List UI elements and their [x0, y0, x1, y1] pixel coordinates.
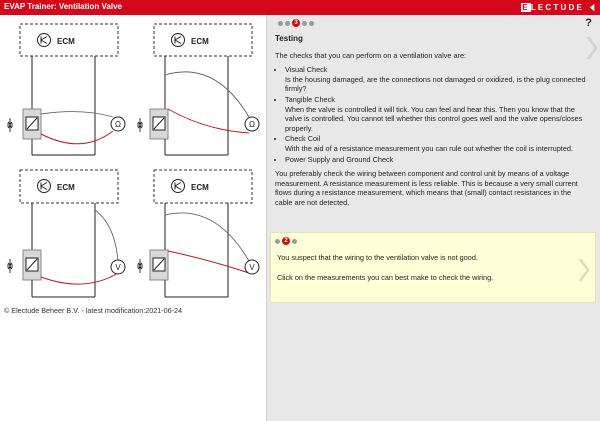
task-dot-current: 2 — [282, 237, 290, 245]
page-dot[interactable] — [309, 21, 314, 26]
checks-list — [285, 65, 587, 164]
section-title: Testing — [275, 34, 303, 43]
brand-logo: ELECTUDE — [522, 3, 584, 12]
list-item — [285, 134, 587, 153]
task-question: You suspect that the wiring to the ventilation valve is not good. — [277, 253, 478, 262]
svg-text:Ω: Ω — [249, 120, 255, 129]
task-indicator — [275, 237, 297, 245]
page-dot[interactable] — [278, 21, 283, 26]
next-task-arrow-icon[interactable] — [577, 257, 591, 283]
next-page-arrow-icon[interactable] — [585, 35, 599, 61]
check-desc: When the valve is controlled it will tick. You can feel and hear this. Then you know that the valve is controlled. You cannot tell whether this control goes well and the valve opens/closes properly. — [285, 104, 583, 133]
diagram-panel — [0, 15, 266, 421]
check-title: Check Coil — [285, 134, 321, 144]
svg-text:ECM: ECM — [191, 37, 209, 46]
task-dot[interactable] — [292, 239, 297, 244]
back-arrow-icon[interactable] — [588, 3, 597, 12]
svg-text:ECM: ECM — [57, 183, 75, 192]
task-instruction: Click on the measurements you can best make to check the wiring. — [277, 273, 494, 282]
intro-text: The checks that you can perform on a ventilation valve are: — [275, 50, 467, 60]
task-dot[interactable] — [275, 239, 280, 244]
svg-text:Ω: Ω — [115, 120, 121, 129]
svg-text:V: V — [249, 263, 255, 272]
check-title: Tangible Check — [285, 94, 335, 104]
list-item — [285, 65, 587, 94]
info-panel — [266, 15, 600, 421]
check-desc: Is the housing damaged, are the connections not damaged or oxidized, is the plug connected firmly? — [285, 74, 586, 94]
page-dot-current: 3 — [292, 19, 300, 27]
help-button[interactable]: ? — [585, 17, 592, 29]
page-dot[interactable] — [302, 21, 307, 26]
wiring-diagrams — [0, 15, 266, 305]
diagram-voltage-wiring[interactable] — [137, 170, 259, 297]
svg-text:V: V — [115, 263, 121, 272]
content-area — [275, 34, 587, 213]
check-title: Power Supply and Ground Check — [285, 154, 394, 164]
check-title: Visual Check — [285, 65, 328, 75]
page-indicator — [278, 19, 314, 27]
diagram-resistance-component[interactable] — [7, 24, 125, 155]
ecm-label: ECM — [57, 37, 75, 46]
task-box — [270, 232, 596, 303]
copyright-footer: © Electude Beheer B.V. - latest modification:2021-06-24 — [4, 306, 183, 315]
app-title: EVAP Trainer: Ventilation Valve — [4, 2, 122, 11]
diagram-voltage-component[interactable] — [7, 170, 125, 297]
page-dot[interactable] — [285, 21, 290, 26]
check-desc: With the aid of a resistance measurement you can rule out whether the coil is interrupted. — [285, 143, 573, 153]
list-item — [285, 95, 587, 133]
svg-text:ECM: ECM — [191, 183, 209, 192]
app-header — [0, 0, 600, 15]
diagram-resistance-wiring[interactable] — [137, 24, 259, 155]
wiring-paragraph: You preferably check the wiring between component and control unit by means of a voltage measurement. A resistance measurement is less reliable. This is because a very small current flows during a resistance measurement, which means that (small) contact resistances in the cable are not detected. — [275, 169, 578, 207]
list-item — [285, 155, 587, 165]
